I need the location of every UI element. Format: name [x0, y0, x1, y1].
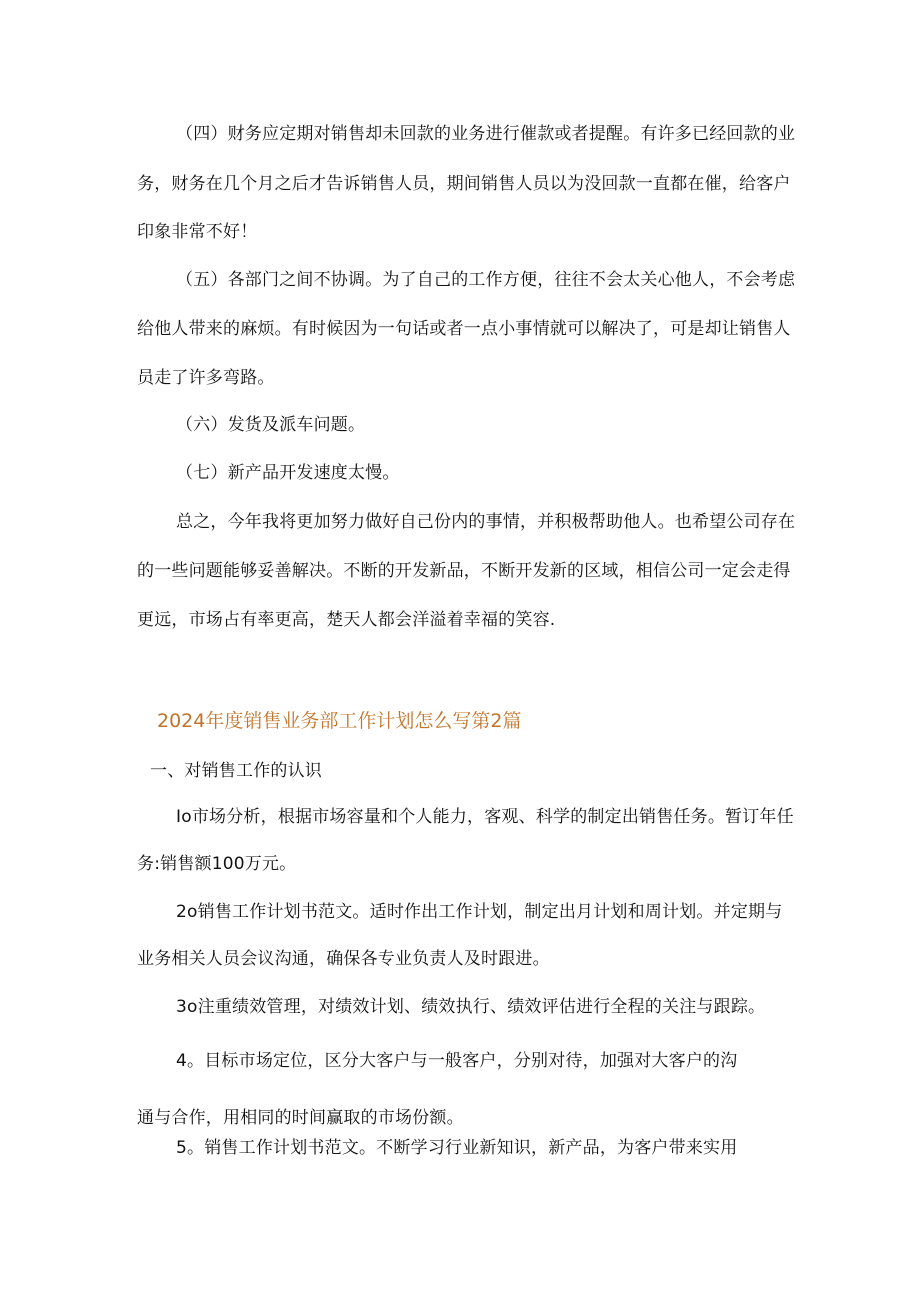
- conclusion-line3: 更远，市场占有率更高，楚天人都会洋溢着幸福的笑容.: [137, 610, 556, 630]
- para4-line1: （四）财务应定期对销售却未回款的业务进行催款或者提醒。有许多已经回款的业: [176, 124, 796, 144]
- para4-line2: 务，财务在几个月之后才告诉销售人员，期间销售人员以为没回款一直都在催，给客户: [137, 174, 791, 194]
- conclusion-line1: 总之，今年我将更加努力做好自己份内的事情，并积极帮助他人。也希望公司存在: [176, 512, 796, 532]
- item2-line2: 业务相关人员会议沟通，确保各专业负责人及时跟进。: [137, 949, 550, 969]
- section-title: 2024年度销售业务部工作计划怎么写第2篇: [157, 710, 522, 732]
- section-subheading: 一、对销售工作的认识: [150, 761, 322, 781]
- item5: 5。销售工作计划书范文。不断学习行业新知识，新产品，为客户带来实用: [176, 1138, 738, 1158]
- para6: （六）发货及派车问题。: [176, 415, 366, 435]
- conclusion-line2: 的一些问题能够妥善解决。不断的开发新品，不断开发新的区域，相信公司一定会走得: [137, 561, 791, 581]
- para4-line3: 印象非常不好！: [137, 222, 258, 242]
- para5-line2: 给他人带来的麻烦。有时候因为一句话或者一点小事情就可以解决了，可是却让销售人: [137, 319, 791, 339]
- item1-line2: 务:销售额100万元。: [137, 854, 297, 874]
- item2-line1: 2o销售工作计划书范文。适时作出工作计划，制定出月计划和周计划。并定期与: [176, 902, 783, 922]
- item4-line1: 4。目标市场定位，区分大客户与一般客户，分别对待，加强对大客户的沟: [176, 1051, 738, 1071]
- para5-line1: （五）各部门之间不协调。为了自己的工作方便，往往不会太关心他人，不会考虑: [176, 270, 796, 290]
- item1-line1: Io市场分析，根据市场容量和个人能力，客观、科学的制定出销售任务。暂订年任: [176, 807, 794, 827]
- para5-line3: 员走了许多弯路。: [137, 368, 275, 388]
- item3: 3o注重绩效管理，对绩效计划、绩效执行、绩效评估进行全程的关注与跟踪。: [176, 997, 766, 1017]
- para7: （七）新产品开发速度太慢。: [176, 463, 400, 483]
- item4-line2: 通与合作，用相同的时间赢取的市场份额。: [137, 1108, 464, 1128]
